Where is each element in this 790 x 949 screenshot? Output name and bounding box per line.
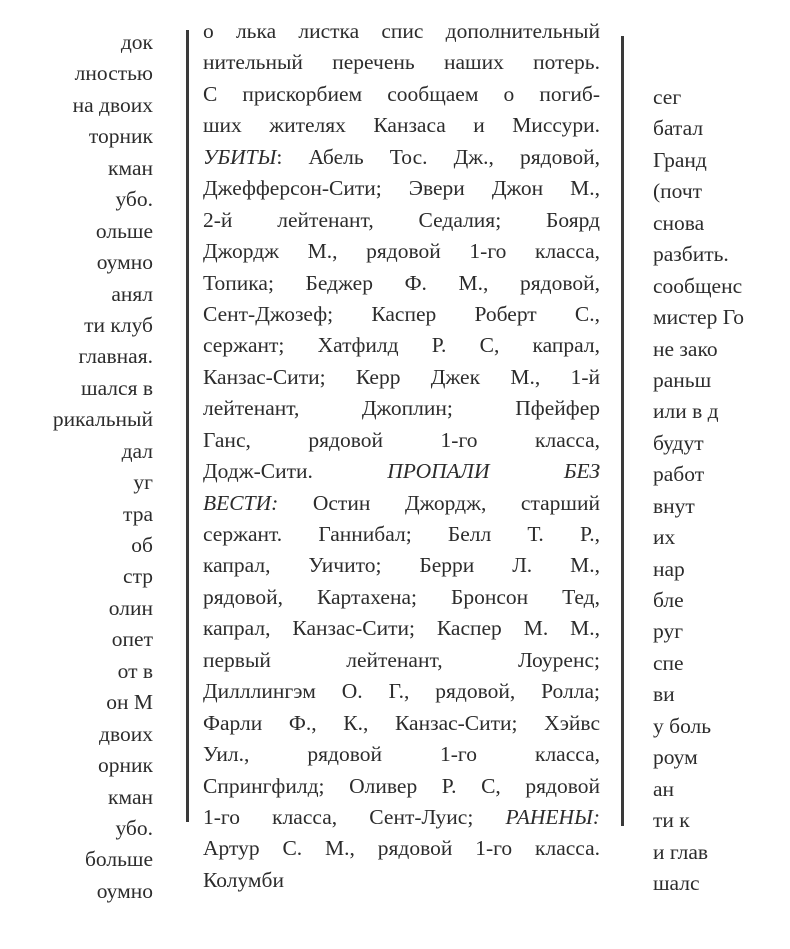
text-segment: Канзас-Сити; Керр Джек М., 1-й [203, 364, 600, 389]
text-segment: Дилллингэм О. Г., рядовой, Ролла; [203, 679, 600, 704]
text-line: роум [653, 745, 698, 770]
text-segment: Остин Джордж, старший [278, 490, 600, 515]
text-segment: Артур С. М., рядовой 1-го класса. [203, 836, 600, 861]
text-line [203, 550, 600, 581]
text-line: ти клуб [84, 312, 153, 337]
text-line [203, 833, 600, 864]
text-line: рикальный [52, 407, 153, 432]
text-line: на двоих [72, 92, 153, 117]
text-line: или в д [653, 399, 719, 424]
text-line: двоих [99, 721, 153, 746]
text-line [203, 425, 600, 456]
text-line [203, 582, 600, 613]
text-line: уг [133, 470, 153, 495]
text-segment: Топика; Беджер Ф. М., рядовой, [203, 270, 600, 295]
text-line: олин [108, 595, 153, 620]
text-line: раньш [653, 367, 712, 392]
text-line: ольше [95, 218, 153, 243]
section-heading: РАНЕНЫ: [505, 804, 600, 829]
text-line [203, 268, 600, 299]
text-line: ти к [653, 808, 690, 833]
text-line [203, 142, 600, 173]
text-line: их [653, 525, 676, 550]
text-line [203, 79, 600, 110]
text-line: бле [653, 588, 684, 612]
text-line: орник [98, 753, 153, 778]
text-segment: капрал, Канзас-Сити; Каспер М. М., [203, 616, 600, 641]
text-line: руг [653, 619, 684, 644]
text-line [203, 676, 600, 707]
text-line [203, 330, 600, 361]
text-segment: 1-го класса, Сент-Луис; [203, 804, 506, 829]
text-segment: Джефферсон-Сити; Эвери Джон М., [203, 176, 600, 201]
text-line: разбить. [653, 242, 729, 267]
text-line: док [120, 30, 153, 54]
text-line [203, 16, 600, 47]
casualty-list-article [203, 16, 600, 896]
text-line: у боль [653, 713, 712, 738]
text-line: тра [123, 501, 153, 526]
text-line: шался в [81, 375, 153, 400]
text-line: дал [121, 438, 153, 463]
text-line [203, 110, 600, 141]
text-line: батал [653, 116, 704, 141]
right-column-fragment [653, 82, 790, 899]
text-line: оумно [96, 878, 153, 903]
section-heading: ПРОПАЛИ БЕЗ [387, 459, 600, 484]
text-line [203, 645, 600, 676]
text-segment: Ганс, рядовой 1-го класса, [203, 427, 600, 452]
text-line [203, 519, 600, 550]
text-segment: сержант; Хатфилд Р. С, капрал, [203, 333, 600, 358]
text-segment: Спрингфилд; Оливер Р. С, рядовой [203, 773, 600, 798]
text-line [203, 739, 600, 770]
text-line [203, 488, 600, 519]
text-segment: Уил., рядовой 1-го класса, [203, 742, 600, 767]
text-line: мистер Го [653, 305, 745, 330]
text-line: работ [653, 462, 705, 487]
text-segment: ших жителях Канзаса и Миссури. [203, 113, 600, 138]
text-line: нар [653, 556, 685, 581]
text-line: не зако [653, 336, 718, 361]
section-heading: ВЕСТИ: [203, 490, 279, 515]
text-line [203, 393, 600, 424]
text-line: опет [111, 627, 153, 652]
text-line: сообщенс [653, 273, 743, 298]
text-line: кман [108, 784, 153, 809]
section-heading: УБИТЫ [203, 144, 277, 169]
text-line: торник [88, 124, 153, 149]
text-line: оумно [96, 250, 153, 275]
text-line [203, 362, 600, 393]
text-line: стр [123, 564, 153, 589]
text-line: главная. [78, 344, 153, 369]
text-line [203, 173, 600, 204]
text-segment: о лька листка спис дополнительный [203, 19, 600, 43]
text-line: снова [653, 210, 705, 235]
text-line: внут [653, 493, 695, 518]
text-line: будут [653, 430, 704, 455]
text-segment: Колумби [203, 867, 284, 892]
text-line: (почт [653, 179, 703, 204]
text-segment: капрал, Уичито; Берри Л. М., [203, 553, 600, 578]
text-line: спе [653, 650, 684, 675]
text-segment: рядовой, Картахена; Бронсон Тед, [203, 584, 600, 609]
text-segment: 2-й лейтенант, Седалия; Боярд [203, 207, 600, 232]
text-line: ви [653, 682, 675, 707]
text-line: об [131, 533, 153, 557]
text-line [203, 456, 600, 487]
text-segment: С прискорбием сообщаем о погиб- [203, 81, 600, 106]
text-line: Гранд [653, 147, 707, 172]
text-line: сег [653, 85, 682, 109]
text-segment: первый лейтенант, Лоуренс; [203, 647, 600, 672]
text-line [203, 299, 600, 330]
text-segment: Джордж М., рядовой 1-го класса, [203, 239, 600, 264]
text-line: убо. [115, 187, 153, 212]
text-line: лностью [74, 61, 153, 86]
left-column-fragment [0, 27, 153, 907]
text-segment: Сент-Джозеф; Каспер Роберт С., [203, 301, 600, 326]
text-line: больше [84, 847, 153, 872]
text-segment: Фарли Ф., К., Канзас-Сити; Хэйвс [203, 710, 600, 735]
text-line: он М [106, 690, 153, 715]
text-line: кман [108, 155, 153, 180]
text-line: от в [117, 658, 153, 683]
text-line [203, 771, 600, 802]
text-line [203, 236, 600, 267]
text-line [203, 802, 600, 833]
text-line [203, 205, 600, 236]
text-segment: сержант. Ганнибал; Белл Т. Р., [203, 522, 600, 546]
text-line: анял [111, 281, 153, 306]
column-divider [186, 30, 189, 822]
text-line: шалс [653, 870, 700, 895]
text-segment: лейтенант, Джоплин; Пфейфер [203, 396, 600, 421]
text-line [203, 613, 600, 644]
text-segment: : Абель Тос. Дж., рядовой, [276, 144, 600, 169]
text-segment: нительный перечень наших потерь. [203, 50, 600, 75]
text-line: убо. [115, 815, 153, 840]
text-line: и глав [653, 839, 709, 864]
text-line: ан [653, 776, 675, 801]
text-line [203, 47, 600, 78]
text-line [203, 708, 600, 739]
column-divider [621, 36, 624, 826]
text-segment: Додж-Сити. [203, 459, 388, 484]
text-line [203, 865, 600, 896]
